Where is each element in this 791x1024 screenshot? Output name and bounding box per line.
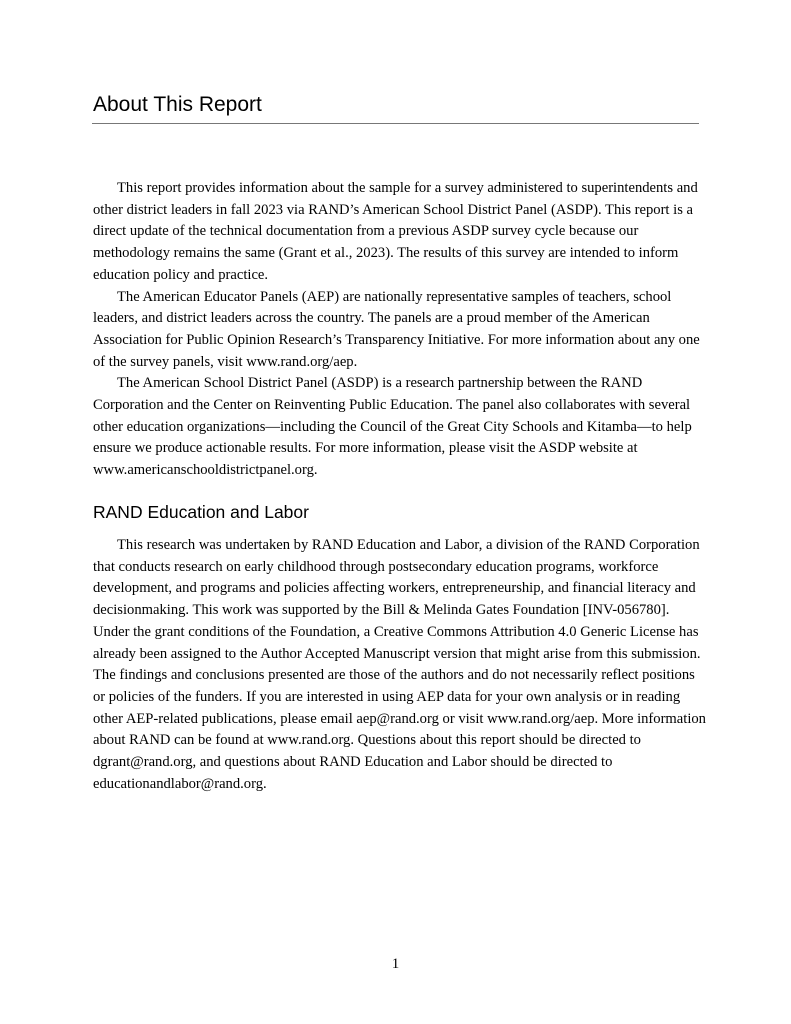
about-section (93, 178, 708, 482)
title-divider (92, 123, 699, 124)
paragraph: This report provides information about the sample for a survey administered to superintendents and other district leaders in fall 2023 via RAND’s American School District Panel (ASDP). This report is a direct update of the technical documentation from a previous ASDP survey cycle because our methodology remains the same (Grant et al., 2023). The results of this survey are intended to inform education policy and practice. (93, 180, 698, 283)
education-labor-section (93, 535, 708, 795)
page-number: 1 (391, 956, 400, 972)
paragraph: The American Educator Panels (AEP) are nationally representative samples of teachers, school leaders, and district leaders across the country. The panels are a proud member of the American Association for Public Opinion Research’s Transparency Initiative. For more information about any one of the survey panels, visit www.rand.org/aep. (93, 288, 700, 370)
paragraph: The American School District Panel (ASDP) is a research partnership between the RAND Corporation and the Center on Reinventing Public Education. The panel also collaborates with several other education organizations—including the Council of the Great City Schools and Kitamba—to help ensure we produce actionable results. For more information, please visit the ASDP website at www.americanschooldistrictpanel.org. (93, 375, 692, 479)
section-heading: RAND Education and Labor (93, 502, 309, 522)
page-title: About This Report (93, 93, 262, 116)
paragraph: This research was undertaken by RAND Education and Labor, a division of the RAND Corporation that conducts research on early childhood through postsecondary education programs, workforce development, and programs and policies affecting workers, entrepreneurship, and financial literacy and decisionmaking. This work was supported by the Bill & Melinda Gates Foundation [INV-056780]. Under the grant conditions of the Foundation, a Creative Commons Attribution 4.0 Generic License has already been assigned to the Author Accepted Manuscript version that might arise from this submission. The findings and conclusions presented are those of the authors and do not necessarily reflect positions or policies of the funders. If you are interested in using AEP data for your own analysis or in reading other AEP-related publications, please email aep@rand.org or visit www.rand.org/aep. More information about RAND can be found at www.rand.org. Questions about this report should be directed to dgrant@rand.org, and questions about RAND Education and Labor should be directed to educationandlabor@rand.org. (93, 537, 706, 792)
